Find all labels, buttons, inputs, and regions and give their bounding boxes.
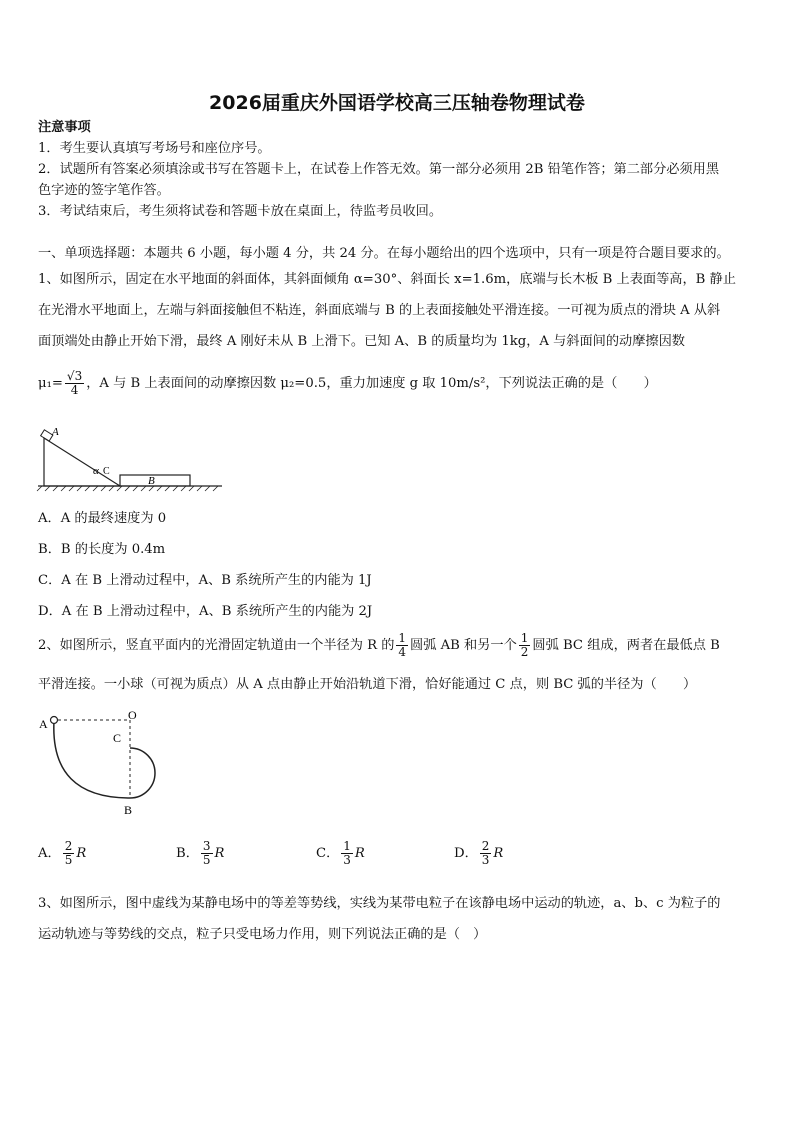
q1-mu1-denominator: 4 — [70, 383, 79, 397]
q1-text-line-2: 在光滑水平地面上，左端与斜面接触但不粘连，斜面底端与 B 的上表面接触处平滑连接。一可视为质点的滑块 A 从斜 — [38, 303, 721, 318]
q2-text-line-1 — [38, 632, 720, 659]
q3-text-line-1: 3、如图所示，图中虚线为某静电场中的等差等势线，实线为某带电粒子在该静电场中运动的轨迹，a、b、c 为粒子的 — [38, 896, 721, 911]
q1-text-line-3: 面顶端处由静止开始下滑，最终 A 刚好未从 B 上滑下。已知 A、B 的质量均为 1kg，A 与斜面间的动摩擦因数 — [38, 334, 685, 349]
label-c: C — [113, 731, 122, 745]
q2-option-d-den: 3 — [481, 853, 490, 867]
q1-mu1-label: μ₁= — [38, 376, 63, 391]
q2-option-c-r: R — [354, 846, 365, 861]
q2-line-1-part-b: 圆弧 AB 和另一个 — [410, 638, 517, 653]
incline-figure — [36, 422, 226, 494]
q2-fraction-quarter-num: 1 — [398, 631, 407, 645]
q1-text-line-1: 1、如图所示，固定在水平地面的斜面体，其斜面倾角 α=30°、斜面长 x=1.6m，底端与长木板 B 上表面等高，B 静止 — [38, 272, 736, 287]
page-title: 2026届重庆外国语学校高三压轴卷物理试卷 — [209, 92, 585, 114]
notice-item-3: 3．考试结束后，考生须将试卷和答题卡放在桌面上，待监考员收回。 — [38, 204, 443, 219]
q1-mu1-numerator: √3 — [66, 369, 83, 383]
q2-line-1-part-c: 圆弧 BC 组成，两者在最低点 B — [532, 638, 720, 653]
q2-option-b-letter: B． — [176, 846, 199, 861]
q2-option-a-r: R — [76, 846, 87, 861]
q2-option-b-r: R — [214, 846, 225, 861]
q2-option-a-den: 5 — [64, 853, 73, 867]
q2-option-d-letter: D． — [454, 846, 478, 861]
label-c: C — [103, 466, 110, 477]
q2-option-b-num: 3 — [202, 839, 211, 853]
incline-triangle — [44, 438, 120, 486]
q1-option-a: A．A 的最终速度为 0 — [38, 511, 167, 526]
label-alpha: α — [93, 465, 99, 477]
q2-option-b-den: 5 — [202, 853, 211, 867]
q2-option-c-den: 3 — [343, 853, 351, 867]
q2-fraction-half-num: 1 — [520, 631, 529, 645]
board-b-shape — [120, 475, 190, 486]
q1-option-b: B．B 的长度为 0.4m — [38, 542, 166, 557]
q1-option-d: D．A 在 B 上滑动过程中，A、B 系统所产生的内能为 2J — [38, 604, 373, 619]
q2-option-a — [38, 840, 86, 867]
q3-text-line-2: 运动轨迹与等势线的交点，粒子只受电场力作用，则下列说法正确的是（ ） — [38, 927, 487, 942]
notice-heading: 注意事项 — [38, 120, 91, 135]
q2-fraction-quarter — [396, 632, 408, 659]
q2-text-line-2: 平滑连接。一小球（可视为质点）从 A 点由静止开始沿轨道下滑，恰好能通过 C 点，则 BC 弧的半径为（ ） — [38, 677, 697, 692]
track-figure — [36, 708, 176, 820]
ground-hatching — [37, 486, 218, 491]
q2-option-d-r: R — [493, 846, 504, 861]
q1-mu1-fraction — [65, 370, 84, 397]
label-b: B — [148, 475, 155, 487]
q2-option-c-num: 1 — [343, 839, 351, 853]
q2-fraction-half — [519, 632, 531, 659]
q2-option-c-letter: C． — [316, 846, 340, 861]
label-a: A — [52, 426, 59, 438]
notice-item-1: 1．考生要认真填写考场号和座位序号。 — [38, 141, 271, 156]
q2-line-1-part-a: 2、如图所示，竖直平面内的光滑固定轨道由一个半径为 R 的 — [38, 638, 395, 653]
notice-item-2-cont: 色字迹的签字笔作答。 — [38, 183, 170, 198]
q2-fraction-quarter-den: 4 — [398, 645, 407, 659]
arc-bc — [130, 748, 155, 798]
q2-option-d-num: 2 — [481, 839, 490, 853]
block-a-shape — [41, 430, 53, 441]
q2-option-a-letter: A． — [38, 846, 61, 861]
q2-option-a-num: 2 — [64, 839, 73, 853]
label-a: A — [39, 717, 48, 731]
q2-option-c — [316, 840, 365, 867]
q1-line-4-rest: ，A 与 B 上表面间的动摩擦因数 μ₂=0.5，重力加速度 g 取 10m/s²，下列说法正确的是（ ） — [86, 376, 657, 391]
q2-fraction-half-den: 2 — [520, 645, 529, 659]
q1-option-c: C．A 在 B 上滑动过程中，A、B 系统所产生的内能为 1J — [38, 573, 372, 588]
ball — [51, 717, 58, 724]
q2-option-b — [176, 840, 224, 867]
q2-option-d — [454, 840, 503, 867]
q1-text-line-4 — [38, 370, 657, 397]
notice-item-2: 2．试题所有答案必须填涂或书写在答题卡上，在试卷上作答无效。第一部分必须用 2B 铅笔作答；第二部分必须用黑 — [38, 162, 720, 177]
section-heading: 一、单项选择题：本题共 6 小题，每小题 4 分，共 24 分。在每小题给出的四个选项中，只有一项是符合题目要求的。 — [38, 246, 730, 261]
label-b: B — [124, 803, 133, 817]
label-o: O — [128, 708, 137, 722]
